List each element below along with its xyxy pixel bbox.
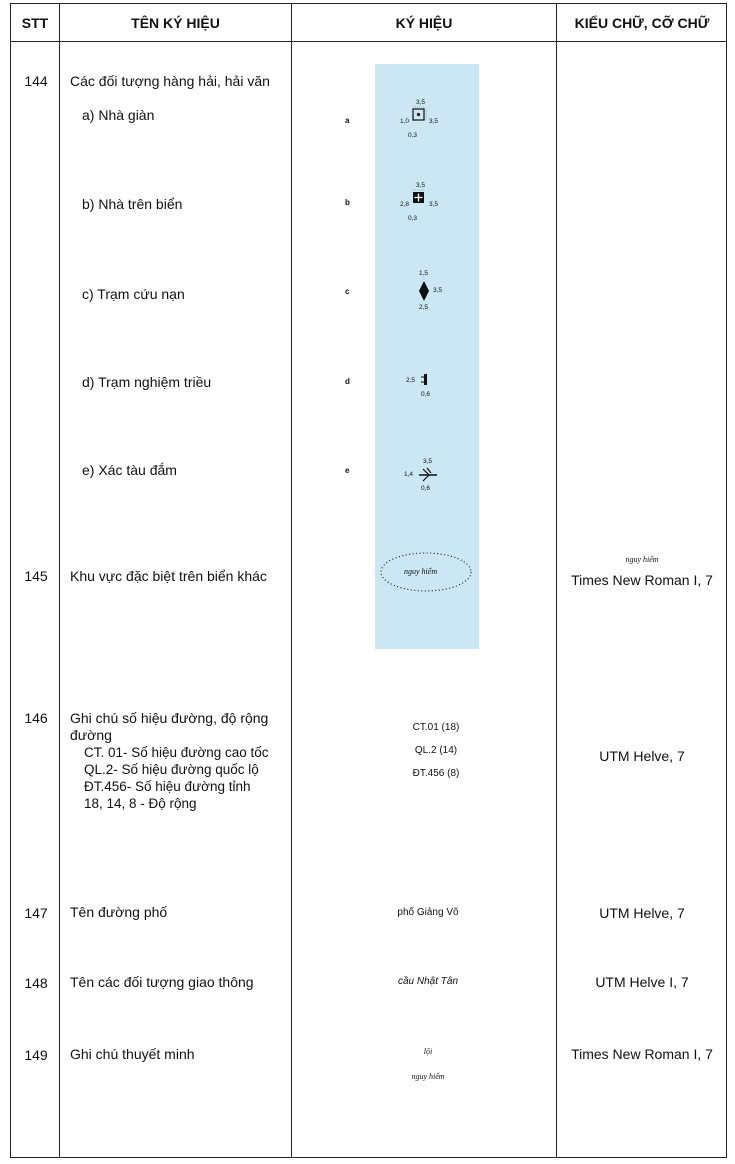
road-code-ql: QL.2 (14) [414, 745, 458, 756]
row-146-note: ĐT.456- Số hiệu đường tỉnh [84, 779, 251, 794]
row-146-font: UTM Helve, 7 [599, 748, 685, 764]
row-144-name [70, 73, 295, 90]
header-symbol: KÝ HIỆU [395, 14, 453, 31]
row-145-name: Khu vực đặc biệt trên biển khác [70, 568, 267, 584]
shipwreck-icon: 3,5 1,4 0,6 [404, 458, 433, 492]
header-name: TÊN KÝ HIỆU [131, 14, 220, 31]
row-147-stt: 147 [24, 905, 48, 921]
header-font: KIỂU CHỮ, CỠ CHỮ [574, 14, 710, 31]
row-147-name: Tên đường phố [70, 904, 168, 920]
tide-station-icon: 2,5 0,6 [404, 369, 444, 401]
row-144b-label: b) Nhà trên biển [82, 196, 183, 212]
rescue-station-icon: 1,5 3,5 2,5 [419, 270, 443, 311]
row-146-title: Ghi chú số hiệu đường, độ rộng đường [70, 710, 269, 743]
row-148-font: UTM Helve I, 7 [595, 974, 689, 990]
symbol-table [10, 3, 727, 1158]
row-146-stt: 146 [24, 710, 48, 726]
symbol-letter-d: d [345, 377, 350, 386]
row-145-font-sample: nguy hiểm [625, 555, 659, 564]
row-147-font: UTM Helve, 7 [599, 905, 685, 921]
row-145-font: Times New Roman I, 7 [571, 572, 713, 588]
row-146-note: QL.2- Số hiệu đường quốc lộ [84, 762, 259, 777]
street-name-sample: phố Giảng Võ [397, 907, 459, 918]
row-146-note: CT. 01- Số hiệu đường cao tốc [84, 745, 269, 760]
note-sample-1: lội [423, 1047, 433, 1056]
header-stt: STT [21, 14, 49, 31]
symbol-letter-c: c [345, 287, 350, 296]
header-divider [11, 41, 726, 42]
symbol-letter-b: b [345, 198, 350, 207]
row-146-name [70, 710, 295, 812]
symbol-letter-e: e [345, 466, 350, 475]
row-144c-label: c) Trạm cứu nạn [82, 286, 185, 302]
row-144-title: Các đối tượng hàng hải, hải văn [70, 73, 270, 89]
row-146-note: 18, 14, 8 - Độ rộng [84, 796, 197, 811]
row-144e-label: e) Xác tàu đắm [82, 462, 177, 478]
row-144d-label: d) Trạm nghiệm triều [82, 374, 212, 390]
row-149-font: Times New Roman I, 7 [571, 1046, 713, 1062]
row-144-stt: 144 [24, 73, 48, 89]
row-145-stt: 145 [24, 568, 48, 584]
special-sea-area-ellipse: nguy hiểm [376, 548, 476, 596]
road-code-ct: CT.01 (18) [412, 722, 460, 733]
symbol-letter-a: a [345, 116, 350, 125]
traffic-object-sample: cầu Nhật Tân [397, 976, 459, 987]
row-149-stt: 149 [24, 1047, 48, 1063]
offshore-house-icon: 3,5 2,8 3,5 0,3 [400, 182, 439, 222]
row-149-name: Ghi chú thuyết minh [70, 1046, 195, 1062]
row-144a-label: a) Nhà giàn [82, 107, 155, 123]
row-148-stt: 148 [24, 975, 48, 991]
oil-rig-icon: 3,5 1,0 3,5 0,3 [400, 99, 439, 139]
road-code-dt: ĐT.456 (8) [412, 768, 460, 779]
row-148-name: Tên các đối tượng giao thông [70, 974, 254, 990]
note-sample-2: nguy hiểm [411, 1072, 445, 1081]
